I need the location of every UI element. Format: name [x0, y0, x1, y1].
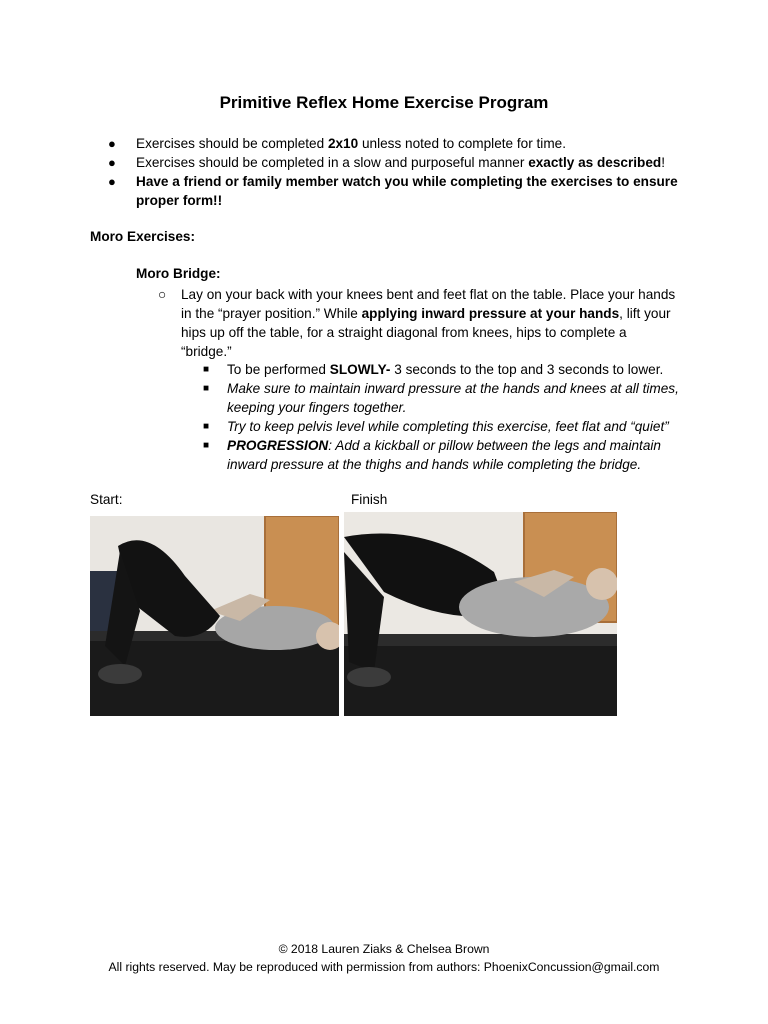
- list-item: ● Have a friend or family member watch you while completing the exercises to ensure proper form!!: [108, 174, 678, 208]
- list-item: ● Exercises should be completed 2x10 unless noted to complete for time.: [108, 136, 566, 151]
- list-item: ■ PROGRESSION: Add a kickball or pillow between the legs and maintain inward pressure at the thighs and hands while completing the bridge.: [203, 438, 661, 472]
- guidelines-list: [108, 134, 688, 210]
- square-bullet-icon: ■: [203, 440, 210, 451]
- start-position-photo: [90, 516, 339, 716]
- list-item: ■ Make sure to maintain inward pressure at the hands and knees at all times, keeping your fingers together.: [203, 381, 679, 415]
- copyright-line: © 2018 Lauren Ziaks & Chelsea Brown: [278, 942, 490, 956]
- exercise-description: ○ Lay on your back with your knees bent and feet flat on the table. Place your hands in the “prayer position.” While applying inward pressure at your hands, lift your hips up off the table, for a straight diagonal from knees, hips to complete a “bridge.”: [158, 287, 676, 359]
- bullet-icon: ●: [108, 155, 116, 170]
- finish-label: Finish: [351, 492, 388, 507]
- square-bullet-icon: ■: [203, 421, 210, 432]
- list-item: ■ Try to keep pelvis level while completing this exercise, feet flat and “quiet”: [203, 419, 669, 434]
- page-title: Primitive Reflex Home Exercise Program: [219, 93, 549, 112]
- list-item: ■ To be performed SLOWLY- 3 seconds to the top and 3 seconds to lower.: [203, 362, 664, 377]
- bullet-icon: ●: [108, 174, 116, 189]
- square-bullet-icon: ■: [203, 383, 210, 394]
- finish-position-photo: [344, 512, 617, 716]
- exercise-name: Moro Bridge:: [136, 266, 221, 281]
- bullet-icon: ●: [108, 136, 116, 151]
- start-photo-illustration: [90, 516, 339, 716]
- start-label: Start:: [90, 492, 123, 507]
- rights-line: All rights reserved. May be reproduced with permission from authors: PhoenixConcussion@gmail.com: [108, 960, 660, 974]
- square-bullet-icon: ■: [203, 364, 210, 375]
- circle-bullet-icon: ○: [158, 287, 167, 302]
- list-item: ● Exercises should be completed in a slow and purposeful manner exactly as described!: [108, 155, 665, 170]
- finish-photo-illustration: [344, 512, 617, 716]
- exercise-notes: [203, 360, 683, 474]
- section-heading: Moro Exercises:: [90, 229, 196, 244]
